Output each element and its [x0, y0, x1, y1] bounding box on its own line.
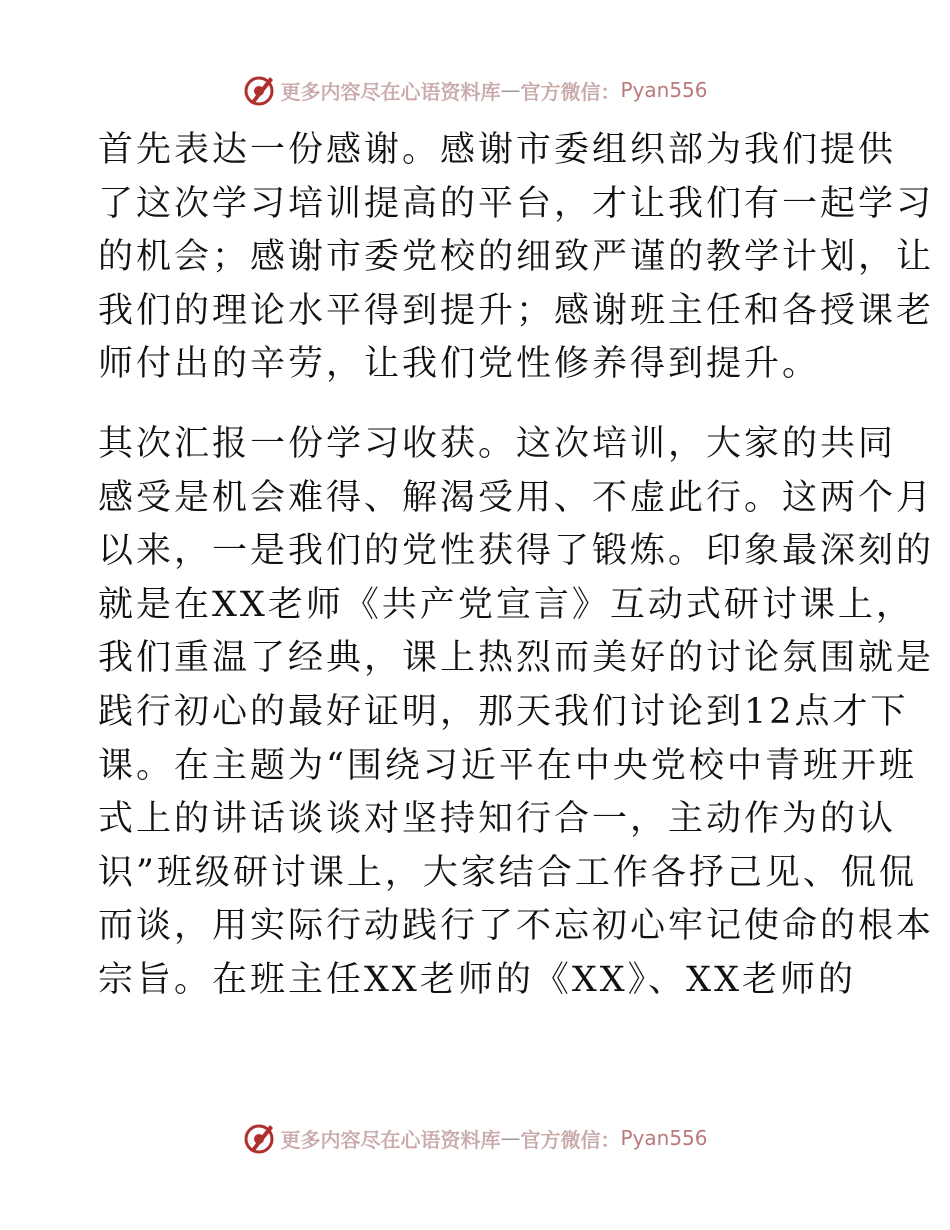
wechat-label: 官方微信： [520, 1127, 621, 1152]
text-line: 感受是机会难得、解渴受用、不虚此行。这两个月 [98, 477, 935, 518]
wechat-label: 官方微信： [520, 79, 621, 104]
text-line: 我们重温了经典，课上热烈而美好的讨论氛围就是 [98, 638, 935, 679]
text-line: 我们的理论水平得到提升；感谢班主任和各授课老 [98, 290, 935, 331]
text-line: 而谈，用实际行动践行了不忘初心牢记使命的根本 [98, 906, 935, 947]
text-line: 就是在XX老师《共产党宣言》互动式研讨课上， [98, 584, 914, 625]
paragraph-gap [98, 392, 858, 418]
document-body [98, 124, 935, 1008]
text-line: 师付出的辛劳，让我们党性修养得到提升。 [98, 344, 821, 385]
text-line: 宗旨。在班主任XX老师的《XX》、XX老师的 [98, 959, 857, 1000]
footer-watermark [0, 1118, 950, 1158]
quill-seal-icon [242, 73, 276, 107]
header-watermark [0, 70, 950, 110]
text-line: 式上的讲话谈谈对坚持知行合一，主动作为的认 [98, 799, 897, 840]
watermark-text: 更多内容尽在心语资料库 [280, 1127, 501, 1152]
wechat-id: Pyan556 [620, 78, 708, 102]
text-line: 践行初心的最好证明，那天我们讨论到12点才下 [98, 691, 909, 732]
text-line: 课。在主题为“围绕习近平在中央党校中青班开班 [98, 745, 917, 786]
text-line: 以来，一是我们的党性获得了锻炼。印象最深刻的 [98, 531, 935, 572]
text-line: 的机会；感谢市委党校的细致严谨的教学计划，让 [98, 237, 935, 278]
paragraph-gains [98, 418, 935, 1008]
wechat-id: Pyan556 [620, 1126, 708, 1150]
text-line: 其次汇报一份学习收获。这次培训，大家的共同 [98, 423, 897, 464]
quill-seal-icon [242, 1121, 276, 1155]
watermark-separator: — [500, 1126, 521, 1150]
watermark-text: 更多内容尽在心语资料库 [280, 79, 501, 104]
text-line: 首先表达一份感谢。感谢市委组织部为我们提供 [98, 130, 897, 170]
text-line: 识”班级研讨课上，大家结合工作各抒己见、侃侃 [98, 852, 917, 893]
watermark-separator: — [500, 78, 521, 102]
text-line: 了这次学习培训提高的平台，才让我们有一起学习 [98, 183, 935, 224]
paragraph-thanks [98, 124, 935, 392]
